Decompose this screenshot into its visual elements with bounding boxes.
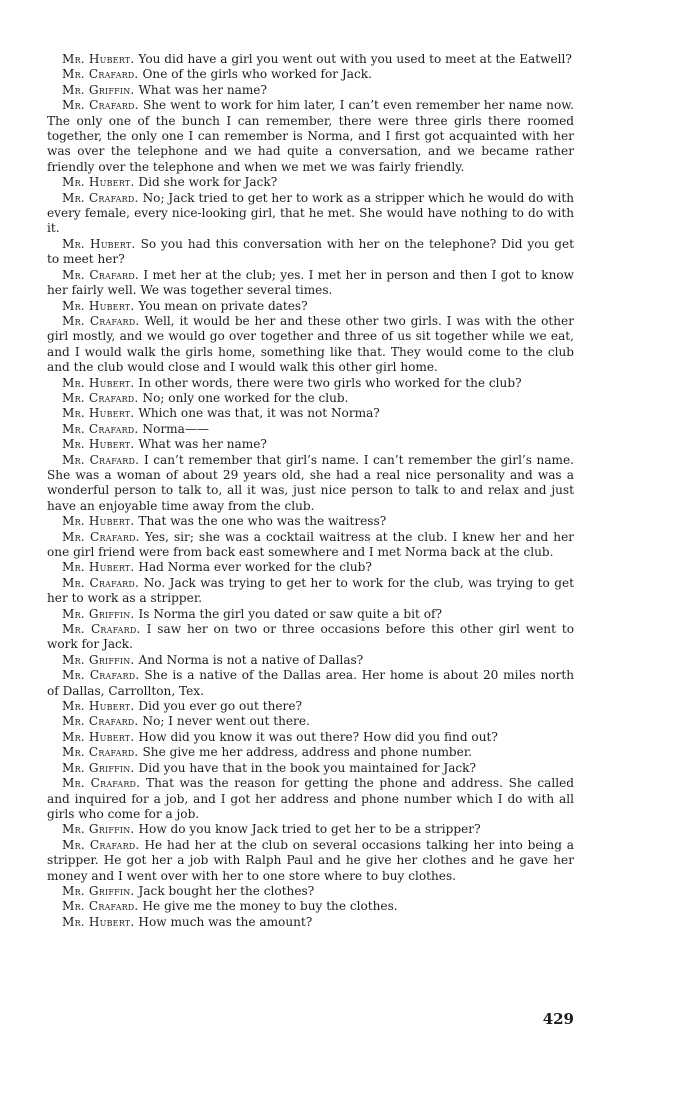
speaker-name: Mr. Hubert . bbox=[62, 299, 138, 313]
speaker-name: Mr. Hubert . bbox=[62, 915, 138, 929]
speaker-name: Mr. Hubert . bbox=[62, 514, 138, 528]
transcript-paragraph bbox=[47, 422, 574, 437]
statement-text: Did you ever go out there? bbox=[138, 699, 302, 714]
transcript-paragraph bbox=[47, 730, 574, 745]
speaker-name: Mr. Hubert . bbox=[62, 560, 138, 574]
statement-text: How did you know it was out there? How did you find out? bbox=[138, 729, 498, 744]
statement-text: She went to work for him later, I can’t even remember her name now. The only one of the bunch I can remember, there were three girls there roomed together, the only one I can remember is Norma, and I first got acquainted with her was over the telephone and we had quite a conversation, and we became rather friendly over the telephone and when we met we was fairly friendly. bbox=[47, 98, 575, 174]
statement-text: So you had this conversation with her on the telephone? Did you get to meet her? bbox=[47, 236, 574, 267]
speaker-name: Mr. Crafard . bbox=[62, 745, 143, 759]
statement-text: Had Norma ever worked for the club? bbox=[138, 560, 372, 575]
speaker-name: Mr. Crafard . bbox=[62, 268, 143, 282]
transcript-paragraph bbox=[47, 391, 574, 406]
transcript-paragraph bbox=[47, 899, 574, 914]
statement-text: Norma—— bbox=[142, 421, 210, 436]
statement-text: She is a native of the Dallas area. Her home is about 20 miles north of Dallas, Carrollton, Tex. bbox=[47, 668, 574, 698]
transcript-paragraph bbox=[47, 514, 574, 529]
statement-text: Is Norma the girl you dated or saw quite a bit of? bbox=[138, 606, 442, 621]
speaker-name: Mr. Hubert . bbox=[62, 237, 141, 251]
statement-text: Well, it would be her and these other two girls. I was with the other girl mostly, and we would go over together and three of us sit together while we eat, and I would walk the girls home, something like that. They would come to the club and the club would close and I would walk this other girl home. bbox=[47, 313, 575, 375]
transcript-paragraph bbox=[47, 653, 574, 668]
statement-text: She give me her address, address and phone number. bbox=[142, 745, 473, 760]
statement-text: No; I never went out there. bbox=[142, 714, 310, 729]
transcript-paragraph bbox=[47, 822, 574, 837]
speaker-name: Mr. Hubert . bbox=[62, 376, 138, 390]
speaker-name: Mr. Crafard . bbox=[62, 576, 144, 590]
transcript-paragraph bbox=[47, 884, 574, 899]
transcript-paragraph bbox=[47, 67, 574, 82]
transcript-paragraph bbox=[47, 237, 574, 268]
statement-text: No; only one worked for the club. bbox=[142, 390, 349, 405]
statement-text: He had her at the club on several occasions talking her into being a stripper. He got her a job with Ralph Paul and he give her clothes and he gave her money and I went over with her to one store where to buy clothes. bbox=[47, 837, 575, 883]
statement-text: You did have a girl you went out with you used to meet at the Eatwell? bbox=[138, 52, 572, 66]
statement-text: Jack bought her the clothes? bbox=[138, 883, 315, 898]
speaker-name: Mr. Crafard . bbox=[62, 453, 144, 467]
speaker-name: Mr. Griffin . bbox=[62, 83, 139, 97]
statement-text: How much was the amount? bbox=[138, 914, 313, 929]
speaker-name: Mr. Griffin . bbox=[62, 653, 139, 667]
statement-text: No. Jack was trying to get her to work for the club, was trying to get her to work as a stripper. bbox=[47, 575, 574, 606]
transcript-paragraph bbox=[47, 437, 574, 452]
statement-text: Did she work for Jack? bbox=[138, 175, 278, 190]
statement-text: That was the one who was the waitress? bbox=[138, 514, 387, 529]
speaker-name: Mr. Crafard . bbox=[62, 622, 147, 636]
statement-text: And Norma is not a native of Dallas? bbox=[138, 652, 364, 667]
speaker-name: Mr. Hubert . bbox=[62, 699, 138, 713]
speaker-name: Mr. Hubert . bbox=[62, 406, 138, 420]
transcript-paragraph bbox=[47, 299, 574, 314]
speaker-name: Mr. Griffin . bbox=[62, 884, 139, 898]
transcript-paragraph bbox=[47, 191, 574, 237]
speaker-name: Mr. Crafard . bbox=[62, 98, 143, 112]
transcript-paragraph bbox=[47, 838, 574, 884]
transcript-paragraph bbox=[47, 776, 574, 822]
statement-text: No; Jack tried to get her to work as a stripper which he would do with every female, every nice-looking girl, that he met. She would have nothing to do with it. bbox=[47, 190, 574, 236]
speaker-name: Mr. Griffin . bbox=[62, 822, 139, 836]
transcript-paragraph bbox=[47, 622, 574, 653]
transcript-paragraph bbox=[47, 530, 574, 561]
statement-text: How do you know Jack tried to get her to be a stripper? bbox=[138, 822, 481, 837]
statement-text: I met her at the club; yes. I met her in person and then I got to know her fairly well. We was together several times. bbox=[47, 267, 575, 298]
speaker-name: Mr. Crafard . bbox=[62, 67, 143, 81]
speaker-name: Mr. Crafard . bbox=[62, 899, 143, 913]
speaker-name: Mr. Hubert . bbox=[62, 52, 138, 66]
speaker-name: Mr. Crafard . bbox=[62, 530, 145, 544]
speaker-name: Mr. Hubert . bbox=[62, 437, 138, 451]
transcript-paragraph bbox=[47, 745, 574, 760]
transcript-paragraph bbox=[47, 699, 574, 714]
transcript-paragraph bbox=[47, 52, 574, 67]
speaker-name: Mr. Hubert . bbox=[62, 175, 138, 189]
transcript-paragraph bbox=[47, 406, 574, 421]
speaker-name: Mr. Crafard . bbox=[62, 314, 144, 328]
speaker-name: Mr. Crafard . bbox=[62, 714, 143, 728]
transcript-paragraph bbox=[47, 83, 574, 98]
statement-text: I saw her on two or three occasions before this other girl went to work for Jack. bbox=[47, 622, 574, 652]
speaker-name: Mr. Crafard . bbox=[62, 668, 144, 682]
statement-text: What was her name? bbox=[138, 82, 267, 97]
transcript-paragraph bbox=[47, 314, 574, 376]
transcript-paragraph bbox=[47, 607, 574, 622]
speaker-name: Mr. Crafard . bbox=[62, 776, 146, 790]
statement-text: In other words, there were two girls who worked for the club? bbox=[138, 375, 522, 390]
speaker-name: Mr. Crafard . bbox=[62, 191, 143, 205]
statement-text: Which one was that, it was not Norma? bbox=[138, 406, 380, 421]
page-number: 429 bbox=[542, 1010, 574, 1028]
statement-text: One of the girls who worked for Jack. bbox=[142, 67, 372, 82]
speaker-name: Mr. Crafard . bbox=[62, 422, 143, 436]
statement-text: Yes, sir; she was a cocktail waitress at the club. I knew her and her one girl friend were from back east somewhere and I met Norma back at the club. bbox=[47, 529, 575, 559]
transcript-body bbox=[47, 52, 574, 930]
transcript-paragraph bbox=[47, 98, 574, 175]
transcript-paragraph bbox=[47, 668, 574, 699]
transcript-paragraph bbox=[47, 714, 574, 729]
speaker-name: Mr. Crafard . bbox=[62, 391, 143, 405]
statement-text: He give me the money to buy the clothes. bbox=[142, 899, 398, 914]
statement-text: You mean on private dates? bbox=[138, 298, 308, 313]
transcript-paragraph bbox=[47, 576, 574, 607]
statement-text: I can’t remember that girl’s name. I can’t remember the girl’s name. She was a woman of about 29 years old, she had a real nice personality and was a wonderful person to talk to, all it was, just nice person to talk to and relax and just have an enjoyable time away from the club. bbox=[47, 452, 575, 513]
transcript-paragraph bbox=[47, 175, 574, 190]
statement-text: What was her name? bbox=[138, 437, 267, 452]
statement-text: That was the reason for getting the phone and address. She called and inquired for a job, and I got her address and phone number which I do with all girls who come for a job. bbox=[47, 776, 575, 821]
transcript-paragraph bbox=[47, 761, 574, 776]
transcript-paragraph bbox=[47, 915, 574, 930]
transcript-paragraph bbox=[47, 560, 574, 575]
speaker-name: Mr. Griffin . bbox=[62, 761, 139, 775]
speaker-name: Mr. Griffin . bbox=[62, 607, 139, 621]
transcript-paragraph bbox=[47, 453, 574, 515]
transcript-paragraph bbox=[47, 376, 574, 391]
speaker-name: Mr. Hubert . bbox=[62, 730, 138, 744]
statement-text: Did you have that in the book you maintained for Jack? bbox=[138, 760, 476, 775]
transcript-paragraph bbox=[47, 268, 574, 299]
speaker-name: Mr. Crafard . bbox=[62, 838, 145, 852]
